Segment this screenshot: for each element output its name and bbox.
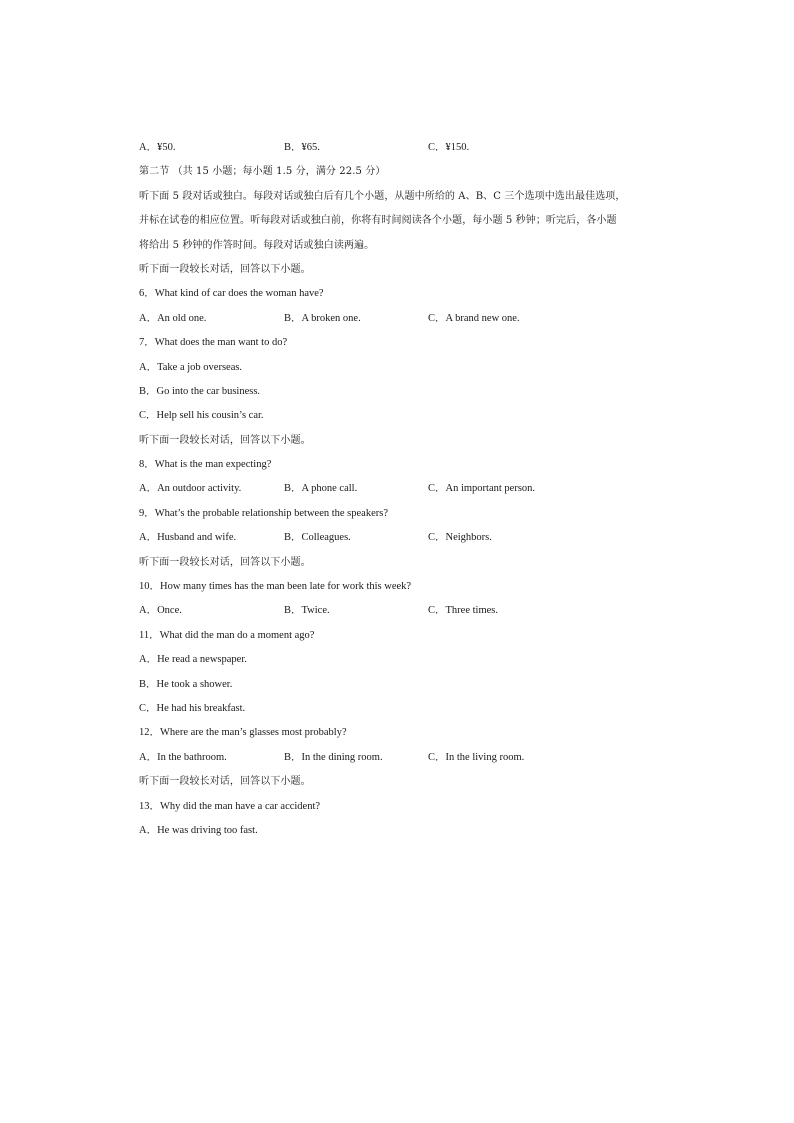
q12-option-a: A．In the bathroom. xyxy=(139,751,227,763)
instructions-line-2: 并标在试卷的相应位置。听每段对话或独白前，你将有时间阅读各个小题，每小题 5 秒钟；听完后，各小题 xyxy=(139,215,617,227)
q10-options-row xyxy=(139,599,669,623)
q10-option-a: A．Once. xyxy=(139,605,182,617)
instructions-line-3: 将给出 5 秒钟的作答时间。每段对话或独白读两遍。 xyxy=(139,239,375,251)
q8-option-a: A．An outdoor activity. xyxy=(139,483,242,495)
dialogue-prompt: 听下面一段较长对话，回答以下小题。 xyxy=(139,434,311,446)
q13-option-a: A．He was driving too fast. xyxy=(139,824,258,836)
q5-options-row xyxy=(139,136,669,160)
question-8: 8．What is the man expecting? xyxy=(139,459,272,471)
q6-option-c: C．A brand new one. xyxy=(428,312,520,324)
q12-option-b: B．In the dining room. xyxy=(284,751,383,763)
exam-page-content xyxy=(139,136,669,843)
q12-options-row xyxy=(139,746,669,770)
q10-option-c: C．Three times. xyxy=(428,605,498,617)
q5-option-b: B．¥65. xyxy=(284,142,320,153)
q5-option-c: C．¥150. xyxy=(428,142,470,153)
q5-option-a: A．¥50. xyxy=(139,142,176,153)
question-13: 13．Why did the man have a car accident? xyxy=(139,800,321,812)
q11-option-b: B．He took a shower. xyxy=(139,678,233,690)
q12-option-c: C．In the living room. xyxy=(428,751,525,763)
q8-option-b: B．A phone call. xyxy=(284,483,358,495)
q11-option-c: C．He had his breakfast. xyxy=(139,702,246,714)
q6-option-a: A．An old one. xyxy=(139,312,207,324)
question-10: 10．How many times has the man been late for work this week? xyxy=(139,581,412,593)
q8-option-c: C．An important person. xyxy=(428,483,536,495)
question-7: 7．What does the man want to do? xyxy=(139,337,288,349)
q9-option-b: B．Colleagues. xyxy=(284,532,351,544)
q11-option-a: A．He read a newspaper. xyxy=(139,654,247,666)
question-12: 12．Where are the man’s glasses most probably? xyxy=(139,727,347,739)
q9-option-c: C．Neighbors. xyxy=(428,532,492,544)
instructions-line-1: 听下面 5 段对话或独白。每段对话或独白后有几个小题，从题中所给的 A、B、C 三个选项中选出最佳选项， xyxy=(139,190,626,202)
section-heading: 第二节 （共 15 小题；每小题 1.5 分，满分 22.5 分） xyxy=(139,166,386,178)
q7-option-c: C．Help sell his cousin’s car. xyxy=(139,410,264,422)
q10-option-b: B．Twice. xyxy=(284,605,330,617)
question-11: 11．What did the man do a moment ago? xyxy=(139,629,315,641)
question-9: 9．What’s the probable relationship between the speakers? xyxy=(139,507,388,519)
q7-option-b: B．Go into the car business. xyxy=(139,385,261,397)
q6-options-row xyxy=(139,307,669,331)
dialogue-prompt: 听下面一段较长对话，回答以下小题。 xyxy=(139,556,311,568)
question-6: 6．What kind of car does the woman have? xyxy=(139,288,324,300)
dialogue-prompt: 听下面一段较长对话，回答以下小题。 xyxy=(139,776,311,788)
dialogue-prompt: 听下面一段较长对话，回答以下小题。 xyxy=(139,263,311,275)
q6-option-b: B．A broken one. xyxy=(284,312,361,324)
q8-options-row xyxy=(139,477,669,501)
q7-option-a: A．Take a job overseas. xyxy=(139,361,243,373)
q9-options-row xyxy=(139,526,669,550)
q9-option-a: A．Husband and wife. xyxy=(139,532,237,544)
